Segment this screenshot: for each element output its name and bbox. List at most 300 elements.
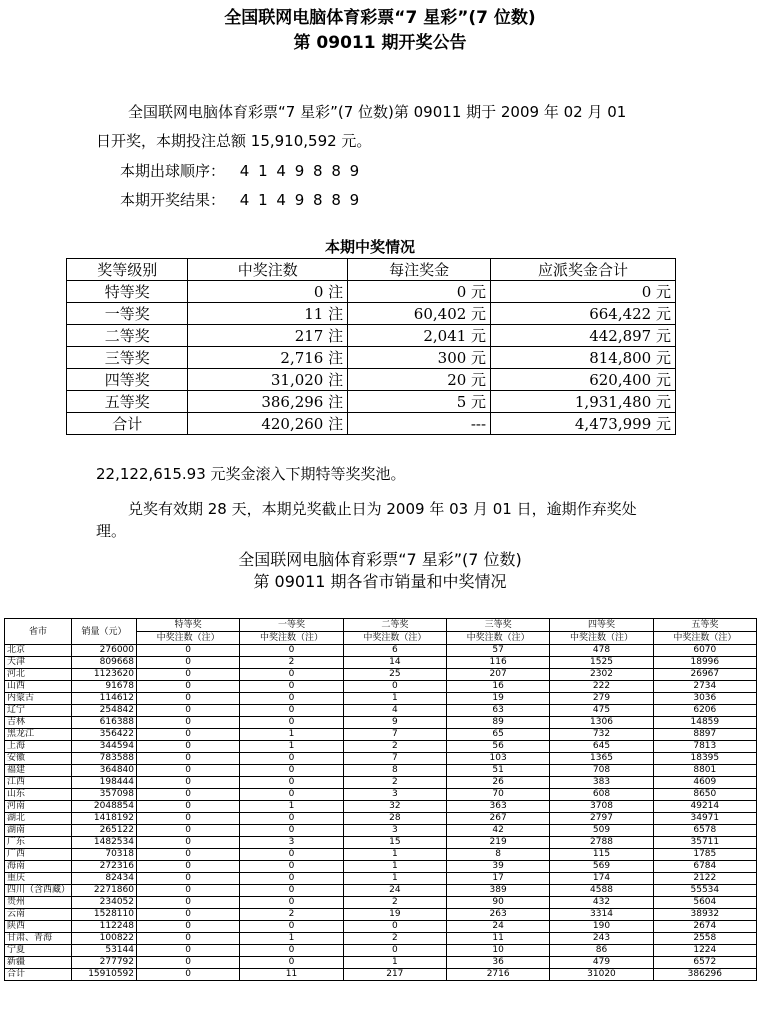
count-prize-1: 0 [240,861,343,873]
prize-total: 4,473,999 元 [491,413,676,435]
province-name: 新疆 [5,957,72,969]
count-prize-4: 479 [550,957,653,969]
count-prize-4: 31020 [550,969,653,981]
count-prize-4: 1365 [550,753,653,765]
prize-per-bet: 20 元 [348,369,491,391]
count-prize-1: 1 [240,801,343,813]
count-prize-1: 11 [240,969,343,981]
count-prize-1: 2 [240,657,343,669]
province-row [5,813,757,825]
count-prize-3: 19 [446,693,549,705]
province-sales: 114612 [72,693,137,705]
count-prize-4: 569 [550,861,653,873]
province-sales: 265122 [72,825,137,837]
province-name: 山东 [5,789,72,801]
announcement-title-line2: 第 09011 期开奖公告 [293,33,467,53]
count-prize-3: 10 [446,945,549,957]
province-sales: 356422 [72,729,137,741]
count-prize-4: 732 [550,729,653,741]
province-name: 重庆 [5,873,72,885]
prize-level: 四等奖 [67,369,188,391]
count-prize-1: 0 [240,645,343,657]
count-special: 0 [137,897,240,909]
count-prize-5: 2558 [653,933,756,945]
count-special: 0 [137,885,240,897]
validity-line2: 理。 [96,522,127,540]
prize-level: 特等奖 [67,281,188,303]
count-special: 0 [137,765,240,777]
count-prize-5: 18395 [653,753,756,765]
count-prize-3: 63 [446,705,549,717]
count-prize-2: 9 [343,717,446,729]
count-special: 0 [137,705,240,717]
count-prize-4: 4588 [550,885,653,897]
count-prize-3: 70 [446,789,549,801]
province-sales: 1482534 [72,837,137,849]
count-prize-4: 115 [550,849,653,861]
count-prize-2: 14 [343,657,446,669]
province-row [5,837,757,849]
prize-per-bet: 300 元 [348,347,491,369]
province-name: 黑龙江 [5,729,72,741]
count-prize-3: 11 [446,933,549,945]
count-prize-3: 363 [446,801,549,813]
province-row [5,789,757,801]
province-name: 宁夏 [5,945,72,957]
prize-count: 420,260 注 [188,413,348,435]
count-special: 0 [137,753,240,765]
validity-line1: 兑奖有效期 28 天，本期兑奖截止日为 2009 年 03 月 01 日，逾期作弃奖处 [128,500,637,518]
count-special: 0 [137,789,240,801]
announcement-title-line1: 全国联网电脑体育彩票“7 星彩”(7 位数) [224,8,536,28]
count-prize-4: 243 [550,933,653,945]
count-prize-2: 217 [343,969,446,981]
prize-count: 31,020 注 [188,369,348,391]
prize-total: 664,422 元 [491,303,676,325]
province-row [5,729,757,741]
prize-per-bet: --- [348,413,491,435]
prize-count: 386,296 注 [188,391,348,413]
count-prize-3: 267 [446,813,549,825]
prize-table-header [67,259,676,281]
count-prize-3: 51 [446,765,549,777]
count-prize-3: 219 [446,837,549,849]
count-prize-3: 89 [446,717,549,729]
province-row [5,921,757,933]
province-sales: 1528110 [72,909,137,921]
prize-row [67,325,676,347]
count-prize-5: 49214 [653,801,756,813]
count-prize-3: 17 [446,873,549,885]
count-prize-2: 1 [343,861,446,873]
count-prize-3: 90 [446,897,549,909]
province-name: 天津 [5,657,72,669]
header-prize-4: 四等奖 [550,619,653,632]
count-prize-2: 28 [343,813,446,825]
count-prize-2: 19 [343,909,446,921]
count-prize-2: 2 [343,933,446,945]
count-prize-3: 42 [446,825,549,837]
count-prize-5: 4609 [653,777,756,789]
prize-level: 二等奖 [67,325,188,347]
count-prize-1: 0 [240,789,343,801]
header-province: 省市 [5,619,72,645]
province-name: 河南 [5,801,72,813]
province-row [5,849,757,861]
count-prize-1: 2 [240,909,343,921]
count-prize-4: 432 [550,897,653,909]
count-prize-4: 509 [550,825,653,837]
province-row [5,933,757,945]
count-prize-5: 6572 [653,957,756,969]
province-sales: 91678 [72,681,137,693]
count-prize-5: 8650 [653,789,756,801]
prize-per-bet: 5 元 [348,391,491,413]
count-prize-4: 3708 [550,801,653,813]
count-prize-1: 0 [240,813,343,825]
count-prize-5: 2734 [653,681,756,693]
count-special: 0 [137,837,240,849]
count-prize-2: 7 [343,753,446,765]
count-prize-3: 263 [446,909,549,921]
prize-row [67,413,676,435]
count-prize-2: 32 [343,801,446,813]
count-prize-3: 39 [446,861,549,873]
province-sales: 276000 [72,645,137,657]
count-prize-4: 475 [550,705,653,717]
count-prize-3: 57 [446,645,549,657]
draw-order [120,161,361,181]
count-prize-3: 207 [446,669,549,681]
province-name: 吉林 [5,717,72,729]
count-prize-5: 7813 [653,741,756,753]
province-table [4,618,757,981]
prize-count: 0 注 [188,281,348,303]
province-sales: 100822 [72,933,137,945]
count-prize-5: 2674 [653,921,756,933]
pool-note: 22,122,615.93 元奖金滚入下期特等奖奖池。 [96,465,406,483]
province-title-line2: 第 09011 期各省市销量和中奖情况 [253,572,507,591]
count-prize-5: 1785 [653,849,756,861]
count-prize-1: 0 [240,765,343,777]
subheader-count: 中奖注数（注） [550,632,653,645]
count-prize-1: 0 [240,705,343,717]
subheader-count: 中奖注数（注） [446,632,549,645]
count-prize-2: 0 [343,921,446,933]
prize-count: 11 注 [188,303,348,325]
province-name: 湖南 [5,825,72,837]
prize-total: 442,897 元 [491,325,676,347]
count-prize-1: 0 [240,777,343,789]
count-prize-2: 0 [343,945,446,957]
count-prize-2: 2 [343,741,446,753]
intro-line2: 日开奖，本期投注总额 15,910,592 元。 [96,132,372,150]
count-prize-2: 7 [343,729,446,741]
prize-row [67,303,676,325]
draw-result-value: 4 1 4 9 8 8 9 [239,191,362,209]
province-row [5,801,757,813]
prize-table [66,258,676,435]
count-prize-3: 65 [446,729,549,741]
prize-per-bet: 2,041 元 [348,325,491,347]
prize-row [67,347,676,369]
count-prize-4: 86 [550,945,653,957]
province-name: 陕西 [5,921,72,933]
prize-per-bet: 60,402 元 [348,303,491,325]
province-name: 海南 [5,861,72,873]
province-name: 河北 [5,669,72,681]
count-prize-5: 26967 [653,669,756,681]
count-prize-5: 6206 [653,705,756,717]
province-name: 湖北 [5,813,72,825]
count-prize-3: 26 [446,777,549,789]
count-special: 0 [137,741,240,753]
count-special: 0 [137,825,240,837]
count-special: 0 [137,657,240,669]
count-prize-1: 0 [240,897,343,909]
count-prize-4: 478 [550,645,653,657]
province-row [5,669,757,681]
province-name: 上海 [5,741,72,753]
count-prize-1: 1 [240,933,343,945]
count-prize-3: 103 [446,753,549,765]
count-special: 0 [137,801,240,813]
count-prize-2: 1 [343,957,446,969]
prize-row [67,281,676,303]
count-prize-1: 0 [240,669,343,681]
count-prize-5: 6578 [653,825,756,837]
header-prize-3: 三等奖 [446,619,549,632]
province-name: 合计 [5,969,72,981]
province-sales: 234052 [72,897,137,909]
prize-level: 合计 [67,413,188,435]
count-special: 0 [137,861,240,873]
province-name: 甘肃、青海 [5,933,72,945]
count-special: 0 [137,921,240,933]
province-header-row [5,619,757,632]
prize-table-caption: 本期中奖情况 [324,238,415,256]
header-level: 奖等级别 [67,259,188,281]
count-prize-2: 3 [343,789,446,801]
count-prize-2: 1 [343,849,446,861]
province-name: 辽宁 [5,705,72,717]
count-prize-3: 8 [446,849,549,861]
count-prize-1: 0 [240,825,343,837]
prize-total: 620,400 元 [491,369,676,391]
province-name: 山西 [5,681,72,693]
count-prize-4: 2302 [550,669,653,681]
province-sales: 344594 [72,741,137,753]
count-prize-3: 389 [446,885,549,897]
count-prize-2: 25 [343,669,446,681]
count-prize-5: 18996 [653,657,756,669]
prize-row [67,391,676,413]
count-prize-4: 708 [550,765,653,777]
count-prize-3: 116 [446,657,549,669]
province-sales: 616388 [72,717,137,729]
prize-total: 1,931,480 元 [491,391,676,413]
province-name: 贵州 [5,897,72,909]
province-name: 广西 [5,849,72,861]
count-prize-4: 190 [550,921,653,933]
count-special: 0 [137,873,240,885]
count-special: 0 [137,933,240,945]
count-prize-4: 383 [550,777,653,789]
count-prize-2: 4 [343,705,446,717]
draw-order-label: 本期出球顺序： [120,162,226,180]
count-prize-1: 0 [240,957,343,969]
province-sales: 15910592 [72,969,137,981]
count-prize-2: 3 [343,825,446,837]
province-row [5,957,757,969]
count-prize-1: 0 [240,849,343,861]
province-sales: 53144 [72,945,137,957]
count-prize-1: 0 [240,681,343,693]
intro-line1: 全国联网电脑体育彩票“7 星彩”(7 位数)第 09011 期于 2009 年 02 月 01 [128,103,627,121]
count-prize-1: 3 [240,837,343,849]
count-special: 0 [137,693,240,705]
province-row [5,873,757,885]
prize-level: 三等奖 [67,347,188,369]
province-row [5,681,757,693]
province-title-line1: 全国联网电脑体育彩票“7 星彩”(7 位数) [238,550,522,569]
province-row [5,885,757,897]
count-prize-1: 0 [240,885,343,897]
header-per-bet: 每注奖金 [348,259,491,281]
subheader-count: 中奖注数（注） [137,632,240,645]
count-prize-1: 1 [240,729,343,741]
province-row [5,741,757,753]
province-sales: 2271860 [72,885,137,897]
count-prize-4: 645 [550,741,653,753]
count-prize-5: 5604 [653,897,756,909]
header-prize-5: 五等奖 [653,619,756,632]
province-name: 安徽 [5,753,72,765]
count-special: 0 [137,645,240,657]
province-sales: 70318 [72,849,137,861]
count-prize-2: 8 [343,765,446,777]
province-sales: 198444 [72,777,137,789]
count-prize-4: 174 [550,873,653,885]
header-total: 应派奖金合计 [491,259,676,281]
province-sales: 254842 [72,705,137,717]
count-prize-4: 2797 [550,813,653,825]
count-prize-4: 1525 [550,657,653,669]
prize-count: 217 注 [188,325,348,347]
prize-per-bet: 0 元 [348,281,491,303]
count-prize-2: 2 [343,777,446,789]
count-special: 0 [137,669,240,681]
count-prize-2: 1 [343,693,446,705]
count-prize-1: 0 [240,945,343,957]
count-prize-1: 0 [240,717,343,729]
count-prize-4: 608 [550,789,653,801]
province-row [5,693,757,705]
count-prize-2: 2 [343,897,446,909]
province-name: 内蒙古 [5,693,72,705]
province-sales: 112248 [72,921,137,933]
province-sales: 277792 [72,957,137,969]
count-prize-2: 24 [343,885,446,897]
count-prize-5: 3036 [653,693,756,705]
count-prize-2: 0 [343,681,446,693]
count-prize-5: 8897 [653,729,756,741]
province-row [5,657,757,669]
count-prize-4: 1306 [550,717,653,729]
province-name: 北京 [5,645,72,657]
province-name: 福建 [5,765,72,777]
count-special: 0 [137,813,240,825]
province-sales: 272316 [72,861,137,873]
subheader-count: 中奖注数（注） [653,632,756,645]
province-name: 广东 [5,837,72,849]
count-prize-2: 15 [343,837,446,849]
province-sales: 2048854 [72,801,137,813]
prize-total: 814,800 元 [491,347,676,369]
count-prize-5: 2122 [653,873,756,885]
count-prize-5: 55534 [653,885,756,897]
header-sales: 销量（元） [72,619,137,645]
count-prize-5: 386296 [653,969,756,981]
count-prize-3: 24 [446,921,549,933]
province-row [5,909,757,921]
count-special: 0 [137,969,240,981]
count-prize-5: 34971 [653,813,756,825]
count-prize-4: 3314 [550,909,653,921]
count-special: 0 [137,909,240,921]
subheader-count: 中奖注数（注） [240,632,343,645]
count-special: 0 [137,729,240,741]
prize-level: 一等奖 [67,303,188,325]
draw-order-value: 4 1 4 9 8 8 9 [239,162,362,180]
count-special: 0 [137,945,240,957]
province-name: 四川（含西藏） [5,885,72,897]
count-prize-1: 0 [240,693,343,705]
province-sales: 357098 [72,789,137,801]
province-sales: 809668 [72,657,137,669]
province-row [5,765,757,777]
draw-result [120,190,361,210]
province-sales: 1123620 [72,669,137,681]
count-prize-2: 1 [343,873,446,885]
count-prize-4: 2788 [550,837,653,849]
count-prize-5: 8801 [653,765,756,777]
count-prize-1: 0 [240,753,343,765]
province-row [5,897,757,909]
province-sales: 783588 [72,753,137,765]
count-special: 0 [137,849,240,861]
province-row [5,777,757,789]
count-prize-3: 2716 [446,969,549,981]
count-special: 0 [137,777,240,789]
count-prize-2: 6 [343,645,446,657]
province-row [5,969,757,981]
header-count: 中奖注数 [188,259,348,281]
province-row [5,705,757,717]
province-name: 江西 [5,777,72,789]
count-prize-5: 38932 [653,909,756,921]
province-row [5,945,757,957]
province-row [5,753,757,765]
count-special: 0 [137,717,240,729]
count-prize-5: 14859 [653,717,756,729]
province-sales: 82434 [72,873,137,885]
count-prize-1: 1 [240,741,343,753]
count-special: 0 [137,681,240,693]
count-prize-3: 16 [446,681,549,693]
count-special: 0 [137,957,240,969]
count-prize-1: 0 [240,873,343,885]
